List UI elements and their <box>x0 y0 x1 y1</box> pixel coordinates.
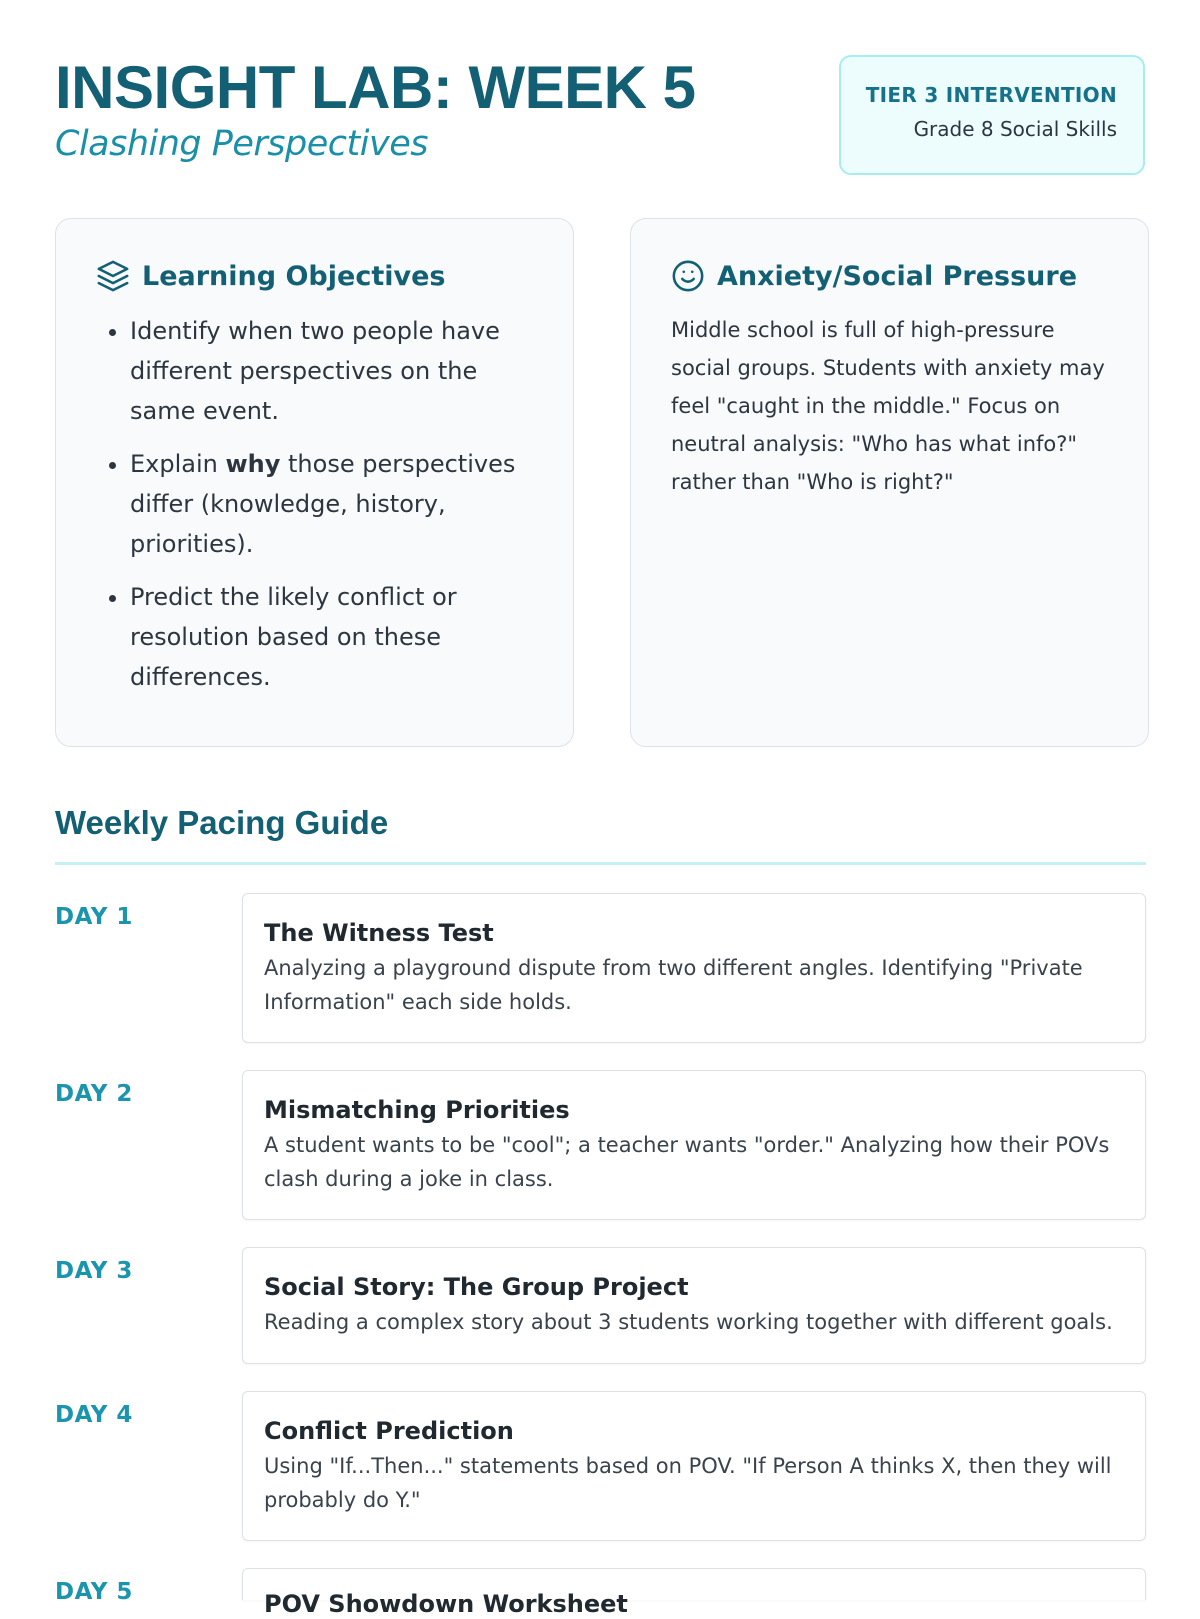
day-label: DAY 3 <box>55 1258 133 1284</box>
pacing-guide-title: Weekly Pacing Guide <box>55 804 389 841</box>
tier-subtitle: Grade 8 Social Skills <box>913 117 1117 141</box>
day-card <box>242 1568 1146 1618</box>
anxiety-pressure-card <box>630 218 1149 747</box>
smile-icon <box>671 259 705 293</box>
day-card <box>242 1070 1146 1220</box>
day-label: DAY 4 <box>55 1402 133 1428</box>
objective-item <box>130 444 533 564</box>
objectives-header <box>96 259 533 293</box>
pressure-title: Anxiety/Social Pressure <box>717 260 1078 292</box>
day-card <box>242 893 1146 1043</box>
day-title: Mismatching Priorities <box>264 1096 570 1124</box>
page-subtitle: Clashing Perspectives <box>55 124 428 164</box>
objective-emphasis: why <box>225 450 281 478</box>
layers-icon <box>96 259 130 293</box>
day-description: Using "If...Then..." statements based on POV. "If Person A thinks X, then they will probably do Y." <box>264 1454 1112 1512</box>
day-label: DAY 5 <box>55 1579 133 1605</box>
objective-text: Predict the likely conflict or resolution based on these differences. <box>130 583 457 691</box>
page-title: INSIGHT LAB: WEEK 5 <box>55 54 696 121</box>
day-title: The Witness Test <box>264 919 494 947</box>
day-title: Social Story: The Group Project <box>264 1273 689 1301</box>
day-description: Analyzing a playground dispute from two different angles. Identifying "Private Information" each side holds. <box>264 956 1083 1014</box>
objective-text: Identify when two people have different perspectives on the same event. <box>130 317 500 425</box>
day-card <box>242 1247 1146 1364</box>
day-title: POV Showdown Worksheet <box>264 1590 628 1618</box>
day-label: DAY 1 <box>55 904 133 930</box>
pressure-text: Middle school is full of high-pressure social groups. Students with anxiety may feel "caught in the middle." Focus on neutral analysis: "Who has what info?" rather than "Who is right?" <box>671 318 1105 494</box>
tier-badge <box>839 55 1145 175</box>
day-label: DAY 2 <box>55 1081 133 1107</box>
tier-title: TIER 3 INTERVENTION <box>865 83 1117 107</box>
day-description: Reading a complex story about 3 students working together with different goals. <box>264 1310 1113 1334</box>
objectives-title: Learning Objectives <box>142 260 446 292</box>
objectives-list <box>96 311 533 697</box>
objective-text-post: those perspectives differ (knowledge, history, priorities). <box>130 450 516 558</box>
objective-text-pre: Explain <box>130 450 226 478</box>
pressure-header <box>671 259 1108 293</box>
objective-item <box>130 311 533 431</box>
page-header <box>55 55 1145 185</box>
day-title: Conflict Prediction <box>264 1417 514 1445</box>
objective-item <box>130 577 533 697</box>
section-divider <box>55 862 1146 865</box>
learning-objectives-card <box>55 218 574 747</box>
day-description: A student wants to be "cool"; a teacher wants "order." Analyzing how their POVs clash during a joke in class. <box>264 1133 1110 1191</box>
day-card <box>242 1391 1146 1541</box>
